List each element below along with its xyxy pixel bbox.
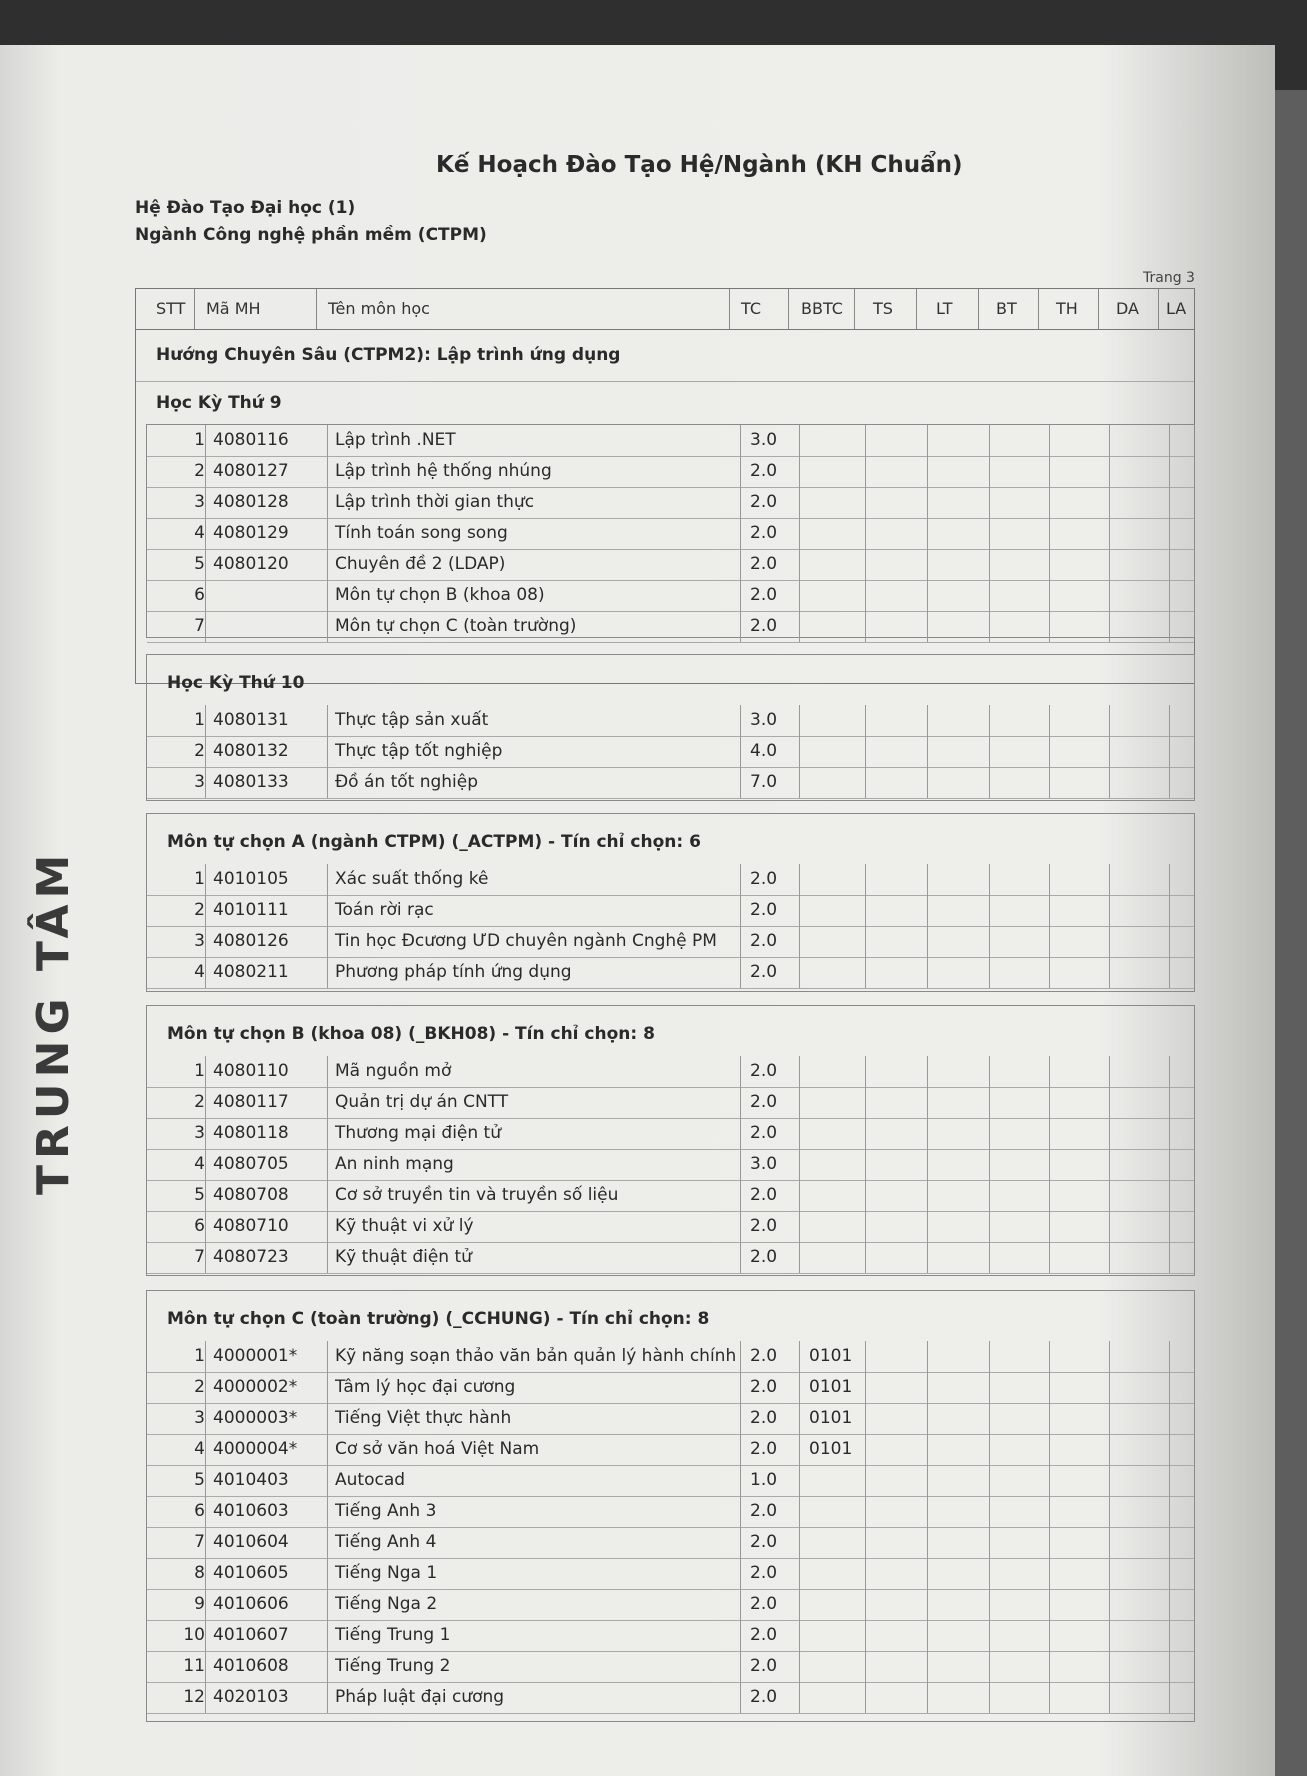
- course-name-cell: Kỹ năng soạn thảo văn bản quản lý hành chính: [335, 1346, 737, 1366]
- code-cell: 4020103: [213, 1687, 289, 1707]
- code-cell: 4010607: [213, 1625, 289, 1645]
- header-th: TH: [1056, 299, 1078, 318]
- credits-cell: 2.0: [750, 461, 778, 481]
- table-row: [147, 1496, 1194, 1527]
- code-cell: 4080129: [213, 523, 289, 543]
- stt-cell: 7: [194, 616, 205, 636]
- course-name-cell: Lập trình hệ thống nhúng: [335, 461, 552, 481]
- course-name-cell: Autocad: [335, 1470, 406, 1490]
- code-cell: 4080705: [213, 1154, 289, 1174]
- edge-stamp: TRUNG TÂM: [28, 848, 79, 1195]
- stt-cell: 6: [194, 1216, 205, 1236]
- header-la: LA: [1166, 299, 1187, 318]
- stt-cell: 3: [194, 1408, 205, 1428]
- code-cell: 4000003*: [213, 1408, 298, 1428]
- credits-cell: 2.0: [750, 1061, 778, 1081]
- code-cell: 4010105: [213, 869, 289, 889]
- credits-cell: 2.0: [750, 1346, 778, 1366]
- stt-cell: 1: [194, 430, 205, 450]
- table-row: [147, 1118, 1194, 1149]
- table-row: [147, 864, 1194, 895]
- code-cell: 4080723: [213, 1247, 289, 1267]
- code-cell: 4080117: [213, 1092, 289, 1112]
- stt-cell: 7: [194, 1247, 205, 1267]
- course-name-cell: Lập trình thời gian thực: [335, 492, 535, 512]
- stt-cell: 9: [194, 1594, 205, 1614]
- credits-cell: 3.0: [750, 710, 778, 730]
- code-cell: 4000001*: [213, 1346, 298, 1366]
- table-row: [147, 1682, 1194, 1713]
- credits-cell: 2.0: [750, 1216, 778, 1236]
- course-name-cell: Đồ án tốt nghiệp: [335, 772, 479, 792]
- stt-cell: 10: [183, 1625, 205, 1645]
- course-name-cell: Tiếng Nga 1: [335, 1563, 438, 1583]
- table-row: [147, 580, 1194, 611]
- code-cell: 4080133: [213, 772, 289, 792]
- code-cell: 4080118: [213, 1123, 289, 1143]
- credits-cell: 2.0: [750, 900, 778, 920]
- stt-cell: 2: [194, 900, 205, 920]
- course-name-cell: Quản trị dự án CNTT: [335, 1092, 509, 1112]
- table-row: [147, 1242, 1194, 1273]
- course-name-cell: Tiếng Anh 3: [335, 1501, 437, 1521]
- table-row: [147, 926, 1194, 957]
- stt-cell: 12: [183, 1687, 205, 1707]
- course-name-cell: An ninh mạng: [335, 1154, 454, 1174]
- table-row: [147, 1403, 1194, 1434]
- course-name-cell: Tiếng Trung 2: [335, 1656, 451, 1676]
- course-name-cell: Thực tập sản xuất: [335, 710, 489, 730]
- course-name-cell: Lập trình .NET: [335, 430, 456, 450]
- credits-cell: 2.0: [750, 523, 778, 543]
- stt-cell: 1: [194, 1061, 205, 1081]
- code-cell: 4010605: [213, 1563, 289, 1583]
- header-name: Tên môn học: [328, 299, 430, 318]
- table-row: [147, 1434, 1194, 1465]
- stt-cell: 2: [194, 741, 205, 761]
- table-row: [147, 456, 1194, 487]
- course-name-cell: Tiếng Anh 4: [335, 1532, 437, 1552]
- bbtc-cell: 0101: [809, 1346, 853, 1366]
- elective-c-heading: Môn tự chọn C (toàn trường) (_CCHUNG) - Tín chỉ chọn: 8: [167, 1309, 710, 1329]
- semester-10-heading: Học Kỳ Thứ 10: [167, 673, 305, 693]
- track-heading: Hướng Chuyên Sâu (CTPM2): Lập trình ứng dụng: [156, 345, 621, 365]
- code-cell: 4010604: [213, 1532, 289, 1552]
- credits-cell: 2.0: [750, 585, 778, 605]
- header-da: DA: [1116, 299, 1139, 318]
- course-name-cell: Mã nguồn mở: [335, 1061, 452, 1081]
- table-row: [147, 705, 1194, 736]
- course-name-cell: Tiếng Nga 2: [335, 1594, 438, 1614]
- credits-cell: 2.0: [750, 1377, 778, 1397]
- stt-cell: 1: [194, 710, 205, 730]
- code-cell: 4010603: [213, 1501, 289, 1521]
- stt-cell: 2: [194, 1377, 205, 1397]
- credits-cell: 1.0: [750, 1470, 778, 1490]
- credits-cell: 2.0: [750, 1563, 778, 1583]
- bbtc-cell: 0101: [809, 1408, 853, 1428]
- credits-cell: 3.0: [750, 430, 778, 450]
- stt-cell: 5: [194, 1470, 205, 1490]
- table-row: [147, 1372, 1194, 1403]
- elective-b-table: [146, 1005, 1195, 1276]
- code-cell: 4080127: [213, 461, 289, 481]
- stt-cell: 1: [194, 1346, 205, 1366]
- stt-cell: 5: [194, 554, 205, 574]
- course-name-cell: Tiếng Việt thực hành: [335, 1408, 512, 1428]
- credits-cell: 2.0: [750, 1625, 778, 1645]
- stt-cell: 3: [194, 1123, 205, 1143]
- table-row: [147, 425, 1194, 456]
- credits-cell: 2.0: [750, 1439, 778, 1459]
- credits-cell: 2.0: [750, 1594, 778, 1614]
- bbtc-cell: 0101: [809, 1439, 853, 1459]
- course-name-cell: Cơ sở truyền tin và truyền số liệu: [335, 1185, 619, 1205]
- course-name-cell: Thương mại điện tử: [335, 1123, 501, 1143]
- table-row: [147, 1341, 1194, 1372]
- stt-cell: 2: [194, 461, 205, 481]
- table-row: [147, 487, 1194, 518]
- code-cell: 4000002*: [213, 1377, 298, 1397]
- major-name: Ngành Công nghệ phần mềm (CTPM): [135, 225, 487, 245]
- table-row: [147, 1589, 1194, 1620]
- code-cell: 4000004*: [213, 1439, 298, 1459]
- credits-cell: 7.0: [750, 772, 778, 792]
- table-header: [136, 289, 1194, 330]
- elective-a-heading: Môn tự chọn A (ngành CTPM) (_ACTPM) - Tín chỉ chọn: 6: [167, 832, 701, 852]
- credits-cell: 4.0: [750, 741, 778, 761]
- table-row: [147, 1211, 1194, 1242]
- header-bbtc: BBTC: [801, 299, 843, 318]
- header-code: Mã MH: [206, 299, 261, 318]
- course-name-cell: Xác suất thống kê: [335, 869, 489, 889]
- stt-cell: 4: [194, 962, 205, 982]
- code-cell: 4080116: [213, 430, 289, 450]
- credits-cell: 2.0: [750, 931, 778, 951]
- credits-cell: 2.0: [750, 554, 778, 574]
- bbtc-cell: 0101: [809, 1377, 853, 1397]
- stt-cell: 4: [194, 523, 205, 543]
- code-cell: 4080128: [213, 492, 289, 512]
- stt-cell: 3: [194, 492, 205, 512]
- course-name-cell: Tính toán song song: [335, 523, 508, 543]
- page-title: Kế Hoạch Đào Tạo Hệ/Ngành (KH Chuẩn): [436, 152, 963, 178]
- table-row: [147, 1149, 1194, 1180]
- table-row: [147, 736, 1194, 767]
- stt-cell: 4: [194, 1439, 205, 1459]
- code-cell: 4080710: [213, 1216, 289, 1236]
- header-bt: BT: [996, 299, 1017, 318]
- table-row: [147, 1558, 1194, 1589]
- stt-cell: 3: [194, 931, 205, 951]
- course-name-cell: Môn tự chọn B (khoa 08): [335, 585, 545, 605]
- header-tc: TC: [741, 299, 762, 318]
- header-lt: LT: [936, 299, 953, 318]
- course-name-cell: Phương pháp tính ứng dụng: [335, 962, 572, 982]
- table-row: [147, 549, 1194, 580]
- credits-cell: 3.0: [750, 1154, 778, 1174]
- table-row: [147, 1620, 1194, 1651]
- table-row: [147, 895, 1194, 926]
- stt-cell: 2: [194, 1092, 205, 1112]
- credits-cell: 2.0: [750, 1092, 778, 1112]
- elective-c-table: [146, 1290, 1195, 1722]
- training-system: Hệ Đào Tạo Đại học (1): [135, 198, 356, 218]
- table-row: [147, 1651, 1194, 1682]
- stt-cell: 1: [194, 869, 205, 889]
- table-row: [147, 1180, 1194, 1211]
- semester-9-heading: Học Kỳ Thứ 9: [156, 393, 282, 413]
- code-cell: 4010608: [213, 1656, 289, 1676]
- course-name-cell: Kỹ thuật điện tử: [335, 1247, 472, 1267]
- course-name-cell: Tin học Đcương ƯD chuyên ngành Cnghệ PM: [335, 931, 717, 951]
- stt-cell: 5: [194, 1185, 205, 1205]
- stt-cell: 6: [194, 1501, 205, 1521]
- credits-cell: 2.0: [750, 492, 778, 512]
- credits-cell: 2.0: [750, 962, 778, 982]
- table-row: [147, 1527, 1194, 1558]
- page-number: Trang 3: [1143, 270, 1195, 286]
- stt-cell: 11: [183, 1656, 205, 1676]
- stt-cell: 8: [194, 1563, 205, 1583]
- semester-9-table: [146, 424, 1195, 638]
- credits-cell: 2.0: [750, 1656, 778, 1676]
- code-cell: 4010606: [213, 1594, 289, 1614]
- credits-cell: 2.0: [750, 1185, 778, 1205]
- stt-cell: 7: [194, 1532, 205, 1552]
- header-stt: STT: [156, 299, 186, 318]
- credits-cell: 2.0: [750, 616, 778, 636]
- stt-cell: 3: [194, 772, 205, 792]
- credits-cell: 2.0: [750, 1408, 778, 1428]
- credits-cell: 2.0: [750, 869, 778, 889]
- course-name-cell: Chuyên đề 2 (LDAP): [335, 554, 506, 574]
- course-name-cell: Toán rời rạc: [335, 900, 434, 920]
- code-cell: 4010111: [213, 900, 289, 920]
- elective-a-table: [146, 813, 1195, 992]
- table-row: [147, 1056, 1194, 1087]
- course-name-cell: Cơ sở văn hoá Việt Nam: [335, 1439, 540, 1459]
- table-row: [147, 1087, 1194, 1118]
- course-name-cell: Tiếng Trung 1: [335, 1625, 451, 1645]
- table-row: [147, 767, 1194, 798]
- code-cell: 4080708: [213, 1185, 289, 1205]
- credits-cell: 2.0: [750, 1687, 778, 1707]
- code-cell: 4080110: [213, 1061, 289, 1081]
- code-cell: 4010403: [213, 1470, 289, 1490]
- table-row: [147, 1465, 1194, 1496]
- elective-b-heading: Môn tự chọn B (khoa 08) (_BKH08) - Tín chỉ chọn: 8: [167, 1024, 655, 1044]
- course-name-cell: Môn tự chọn C (toàn trường): [335, 616, 577, 636]
- table-row: [147, 518, 1194, 549]
- code-cell: 4080120: [213, 554, 289, 574]
- code-cell: 4080211: [213, 962, 289, 982]
- course-name-cell: Tâm lý học đại cương: [335, 1377, 516, 1397]
- semester-10-table: [146, 654, 1195, 801]
- stt-cell: 4: [194, 1154, 205, 1174]
- credits-cell: 2.0: [750, 1532, 778, 1552]
- code-cell: 4080126: [213, 931, 289, 951]
- table-row: [147, 957, 1194, 988]
- stt-cell: 6: [194, 585, 205, 605]
- code-cell: 4080131: [213, 710, 289, 730]
- course-name-cell: Kỹ thuật vi xử lý: [335, 1216, 474, 1236]
- header-ts: TS: [873, 299, 893, 318]
- credits-cell: 2.0: [750, 1247, 778, 1267]
- course-name-cell: Thực tập tốt nghiệp: [335, 741, 503, 761]
- course-name-cell: Pháp luật đại cương: [335, 1687, 505, 1707]
- credits-cell: 2.0: [750, 1123, 778, 1143]
- credits-cell: 2.0: [750, 1501, 778, 1521]
- code-cell: 4080132: [213, 741, 289, 761]
- table-row: [147, 611, 1194, 642]
